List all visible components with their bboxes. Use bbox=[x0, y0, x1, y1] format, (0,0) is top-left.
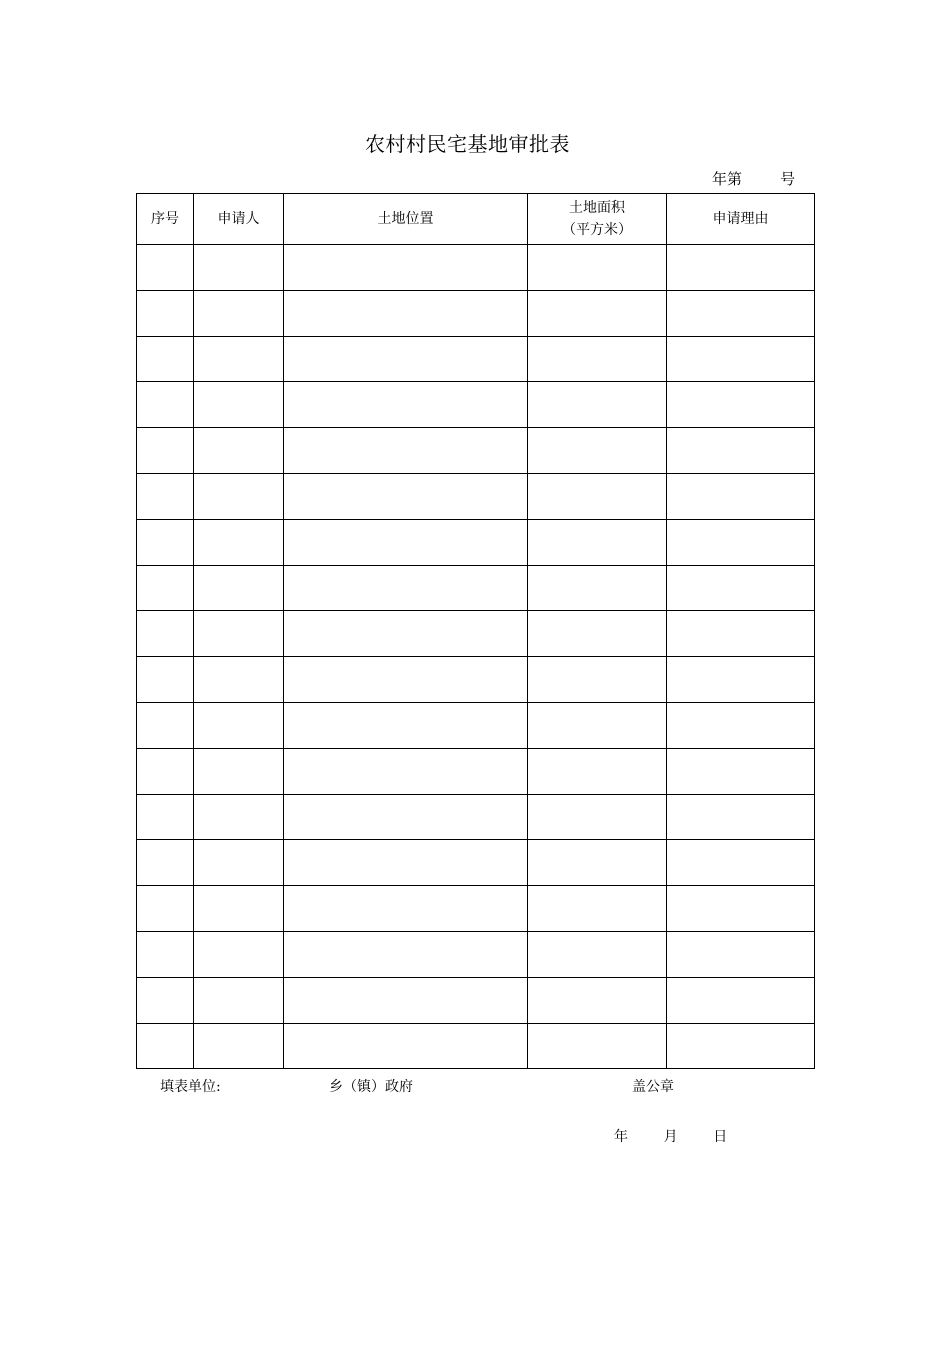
table-cell[interactable] bbox=[667, 336, 815, 382]
table-cell[interactable] bbox=[194, 473, 284, 519]
table-row bbox=[137, 886, 815, 932]
table-cell[interactable] bbox=[528, 931, 667, 977]
table-cell[interactable] bbox=[284, 840, 528, 886]
township-government-label: 乡（镇）政府 bbox=[329, 1079, 413, 1095]
table-cell[interactable] bbox=[667, 1023, 815, 1069]
table-cell[interactable] bbox=[528, 519, 667, 565]
table-row bbox=[137, 657, 815, 703]
table-cell[interactable] bbox=[667, 840, 815, 886]
table-cell[interactable] bbox=[137, 657, 194, 703]
table-cell[interactable] bbox=[284, 931, 528, 977]
table-cell[interactable] bbox=[137, 886, 194, 932]
table-cell[interactable] bbox=[137, 245, 194, 291]
table-cell[interactable] bbox=[284, 657, 528, 703]
table-cell[interactable] bbox=[284, 565, 528, 611]
table-cell[interactable] bbox=[667, 657, 815, 703]
table-cell[interactable] bbox=[194, 840, 284, 886]
table-row bbox=[137, 519, 815, 565]
table-cell[interactable] bbox=[284, 336, 528, 382]
table-cell[interactable] bbox=[667, 565, 815, 611]
table-cell[interactable] bbox=[667, 886, 815, 932]
table-cell[interactable] bbox=[284, 977, 528, 1023]
filling-unit-label: 填表单位: bbox=[160, 1079, 221, 1095]
header-land-area-unit: （平方米） bbox=[562, 222, 632, 238]
approval-table bbox=[136, 193, 815, 1069]
table-cell[interactable] bbox=[137, 565, 194, 611]
table-cell[interactable] bbox=[194, 611, 284, 657]
table-cell[interactable] bbox=[667, 473, 815, 519]
document-number-line: 年第 号 bbox=[712, 170, 796, 188]
table-cell[interactable] bbox=[528, 657, 667, 703]
table-cell[interactable] bbox=[194, 428, 284, 474]
table-cell[interactable] bbox=[528, 473, 667, 519]
table-cell[interactable] bbox=[284, 794, 528, 840]
table-cell[interactable] bbox=[194, 382, 284, 428]
table-cell[interactable] bbox=[137, 611, 194, 657]
table-cell[interactable] bbox=[284, 702, 528, 748]
table-cell[interactable] bbox=[194, 1023, 284, 1069]
table-row bbox=[137, 840, 815, 886]
table-row bbox=[137, 977, 815, 1023]
table-row bbox=[137, 336, 815, 382]
table-cell[interactable] bbox=[194, 336, 284, 382]
table-row bbox=[137, 748, 815, 794]
table-cell[interactable] bbox=[137, 382, 194, 428]
table-cell[interactable] bbox=[137, 702, 194, 748]
date-line: 年 月 日 bbox=[614, 1129, 728, 1145]
table-cell[interactable] bbox=[137, 336, 194, 382]
table-cell[interactable] bbox=[284, 382, 528, 428]
table-row bbox=[137, 382, 815, 428]
table-cell[interactable] bbox=[667, 931, 815, 977]
header-land-area-title: 土地面积 bbox=[569, 200, 625, 216]
table-cell[interactable] bbox=[284, 886, 528, 932]
table-cell[interactable] bbox=[284, 748, 528, 794]
table-cell[interactable] bbox=[194, 931, 284, 977]
table-row bbox=[137, 931, 815, 977]
table-row bbox=[137, 290, 815, 336]
table-cell[interactable] bbox=[194, 519, 284, 565]
table-row bbox=[137, 428, 815, 474]
table-cell[interactable] bbox=[284, 245, 528, 291]
table-cell[interactable] bbox=[194, 290, 284, 336]
table-cell[interactable] bbox=[284, 519, 528, 565]
table-row bbox=[137, 702, 815, 748]
table-cell[interactable] bbox=[528, 840, 667, 886]
table-cell[interactable] bbox=[284, 611, 528, 657]
table-cell[interactable] bbox=[667, 428, 815, 474]
table-row bbox=[137, 1023, 815, 1069]
table-cell[interactable] bbox=[137, 1023, 194, 1069]
table-cell[interactable] bbox=[528, 565, 667, 611]
table-cell[interactable] bbox=[528, 428, 667, 474]
table-row bbox=[137, 611, 815, 657]
table-cell[interactable] bbox=[137, 748, 194, 794]
table-cell[interactable] bbox=[194, 748, 284, 794]
table-row bbox=[137, 245, 815, 291]
table-cell[interactable] bbox=[284, 1023, 528, 1069]
table-cell[interactable] bbox=[137, 977, 194, 1023]
table-cell[interactable] bbox=[137, 931, 194, 977]
table-cell[interactable] bbox=[137, 519, 194, 565]
header-serial-number: 序号 bbox=[137, 194, 194, 245]
form-title: 农村村民宅基地审批表 bbox=[365, 132, 570, 156]
table-cell[interactable] bbox=[528, 1023, 667, 1069]
table-cell[interactable] bbox=[137, 794, 194, 840]
table-cell[interactable] bbox=[528, 382, 667, 428]
table-body bbox=[137, 245, 815, 1069]
official-seal-label: 盖公章 bbox=[632, 1079, 674, 1095]
table-cell[interactable] bbox=[528, 886, 667, 932]
table-cell[interactable] bbox=[667, 794, 815, 840]
table-cell[interactable] bbox=[528, 611, 667, 657]
table-cell[interactable] bbox=[284, 290, 528, 336]
table-cell[interactable] bbox=[528, 290, 667, 336]
table-cell[interactable] bbox=[667, 611, 815, 657]
table-cell[interactable] bbox=[667, 977, 815, 1023]
table-cell[interactable] bbox=[667, 702, 815, 748]
table-cell[interactable] bbox=[528, 702, 667, 748]
header-applicant: 申请人 bbox=[194, 194, 284, 245]
table-cell[interactable] bbox=[137, 840, 194, 886]
table-row bbox=[137, 473, 815, 519]
header-land-location: 土地位置 bbox=[284, 194, 528, 245]
table-cell[interactable] bbox=[137, 473, 194, 519]
table-cell[interactable] bbox=[194, 886, 284, 932]
table-cell[interactable] bbox=[194, 245, 284, 291]
table-cell[interactable] bbox=[667, 245, 815, 291]
table-cell[interactable] bbox=[528, 748, 667, 794]
table-cell[interactable] bbox=[194, 702, 284, 748]
table-row bbox=[137, 794, 815, 840]
table-cell[interactable] bbox=[194, 977, 284, 1023]
table-cell[interactable] bbox=[194, 657, 284, 703]
table-cell[interactable] bbox=[528, 245, 667, 291]
table-cell[interactable] bbox=[667, 519, 815, 565]
table-cell[interactable] bbox=[667, 748, 815, 794]
table-cell[interactable] bbox=[667, 290, 815, 336]
header-application-reason: 申请理由 bbox=[667, 194, 815, 245]
table-cell[interactable] bbox=[284, 473, 528, 519]
table-cell[interactable] bbox=[528, 977, 667, 1023]
table-cell[interactable] bbox=[137, 428, 194, 474]
header-land-area bbox=[528, 194, 667, 245]
table-cell[interactable] bbox=[284, 428, 528, 474]
table-row bbox=[137, 565, 815, 611]
table-header-row bbox=[137, 194, 815, 245]
table-cell[interactable] bbox=[528, 336, 667, 382]
table-cell[interactable] bbox=[194, 794, 284, 840]
table-cell[interactable] bbox=[194, 565, 284, 611]
table-cell[interactable] bbox=[528, 794, 667, 840]
table-cell[interactable] bbox=[667, 382, 815, 428]
table-cell[interactable] bbox=[137, 290, 194, 336]
